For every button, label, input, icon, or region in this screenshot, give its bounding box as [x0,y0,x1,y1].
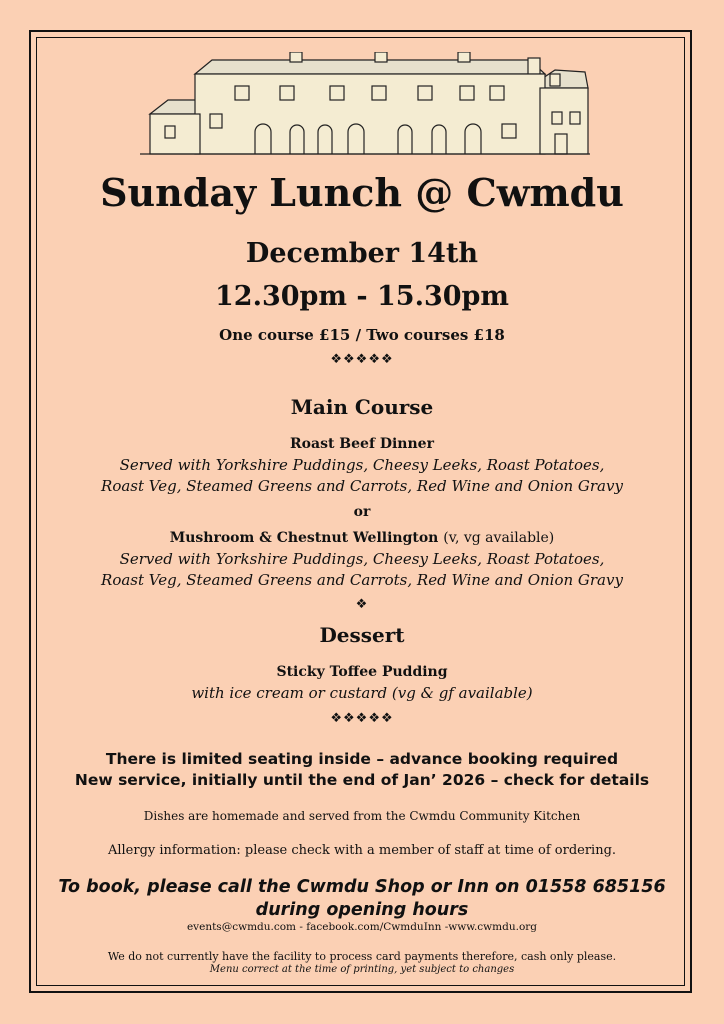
ornament-divider: ❖❖❖❖❖ [330,352,394,367]
booking-notice: There is limited seating inside – advance booking required New service, initially until the end of Jan’ 2026 – check for details [74,750,650,789]
dessert-heading: Dessert [319,623,405,647]
dish-wellington-description: Served with Yorkshire Puddings, Cheesy Leeks, Roast Potatoes, Roast Veg, Steamed Greens and Carrots, Red Wine and Onion Gravy [101,550,623,589]
dish-wellington [0,530,724,546]
event-date: December 14th [245,238,479,269]
dish-wellington-name: Mushroom & Chestnut Wellington [169,530,439,546]
ornament-single: ❖ [355,597,369,612]
payment-note: We do not currently have the facility to process card payments therefore, cash only please. [107,950,617,963]
page-title: Sunday Lunch @ Cwmdu [100,170,624,215]
allergy-note: Allergy information: please check with a member of staff at time of ordering. [107,843,617,858]
contact-info: events@cwmdu.com - facebook.com/CwmduInn -www.cwmdu.org [186,921,538,933]
inn-building-illustration [140,52,590,162]
dish-roast-beef: Roast Beef Dinner [290,436,434,452]
main-course-heading: Main Course [290,395,434,419]
or-separator: or [353,504,371,520]
event-time: 12.30pm - 15.30pm [215,281,509,312]
menu-disclaimer: Menu correct at the time of printing, yet subject to changes [209,964,515,975]
booking-instructions: To book, please call the Cwmdu Shop or Inn on 01558 685156 during opening hours [58,877,666,920]
dish-roast-beef-description: Served with Yorkshire Puddings, Cheesy Leeks, Roast Potatoes, Roast Veg, Steamed Greens and Carrots, Red Wine and Onion Gravy [101,456,623,495]
ornament-divider-bottom: ❖❖❖❖❖ [330,711,394,726]
dish-sticky-toffee-description: with ice cream or custard (vg & gf available) [191,684,533,702]
dish-sticky-toffee: Sticky Toffee Pudding [276,664,448,680]
price-info: One course £15 / Two courses £18 [219,326,505,344]
dish-wellington-note: (v, vg available) [443,530,555,546]
homemade-note: Dishes are homemade and served from the Cwmdu Community Kitchen [143,809,581,823]
